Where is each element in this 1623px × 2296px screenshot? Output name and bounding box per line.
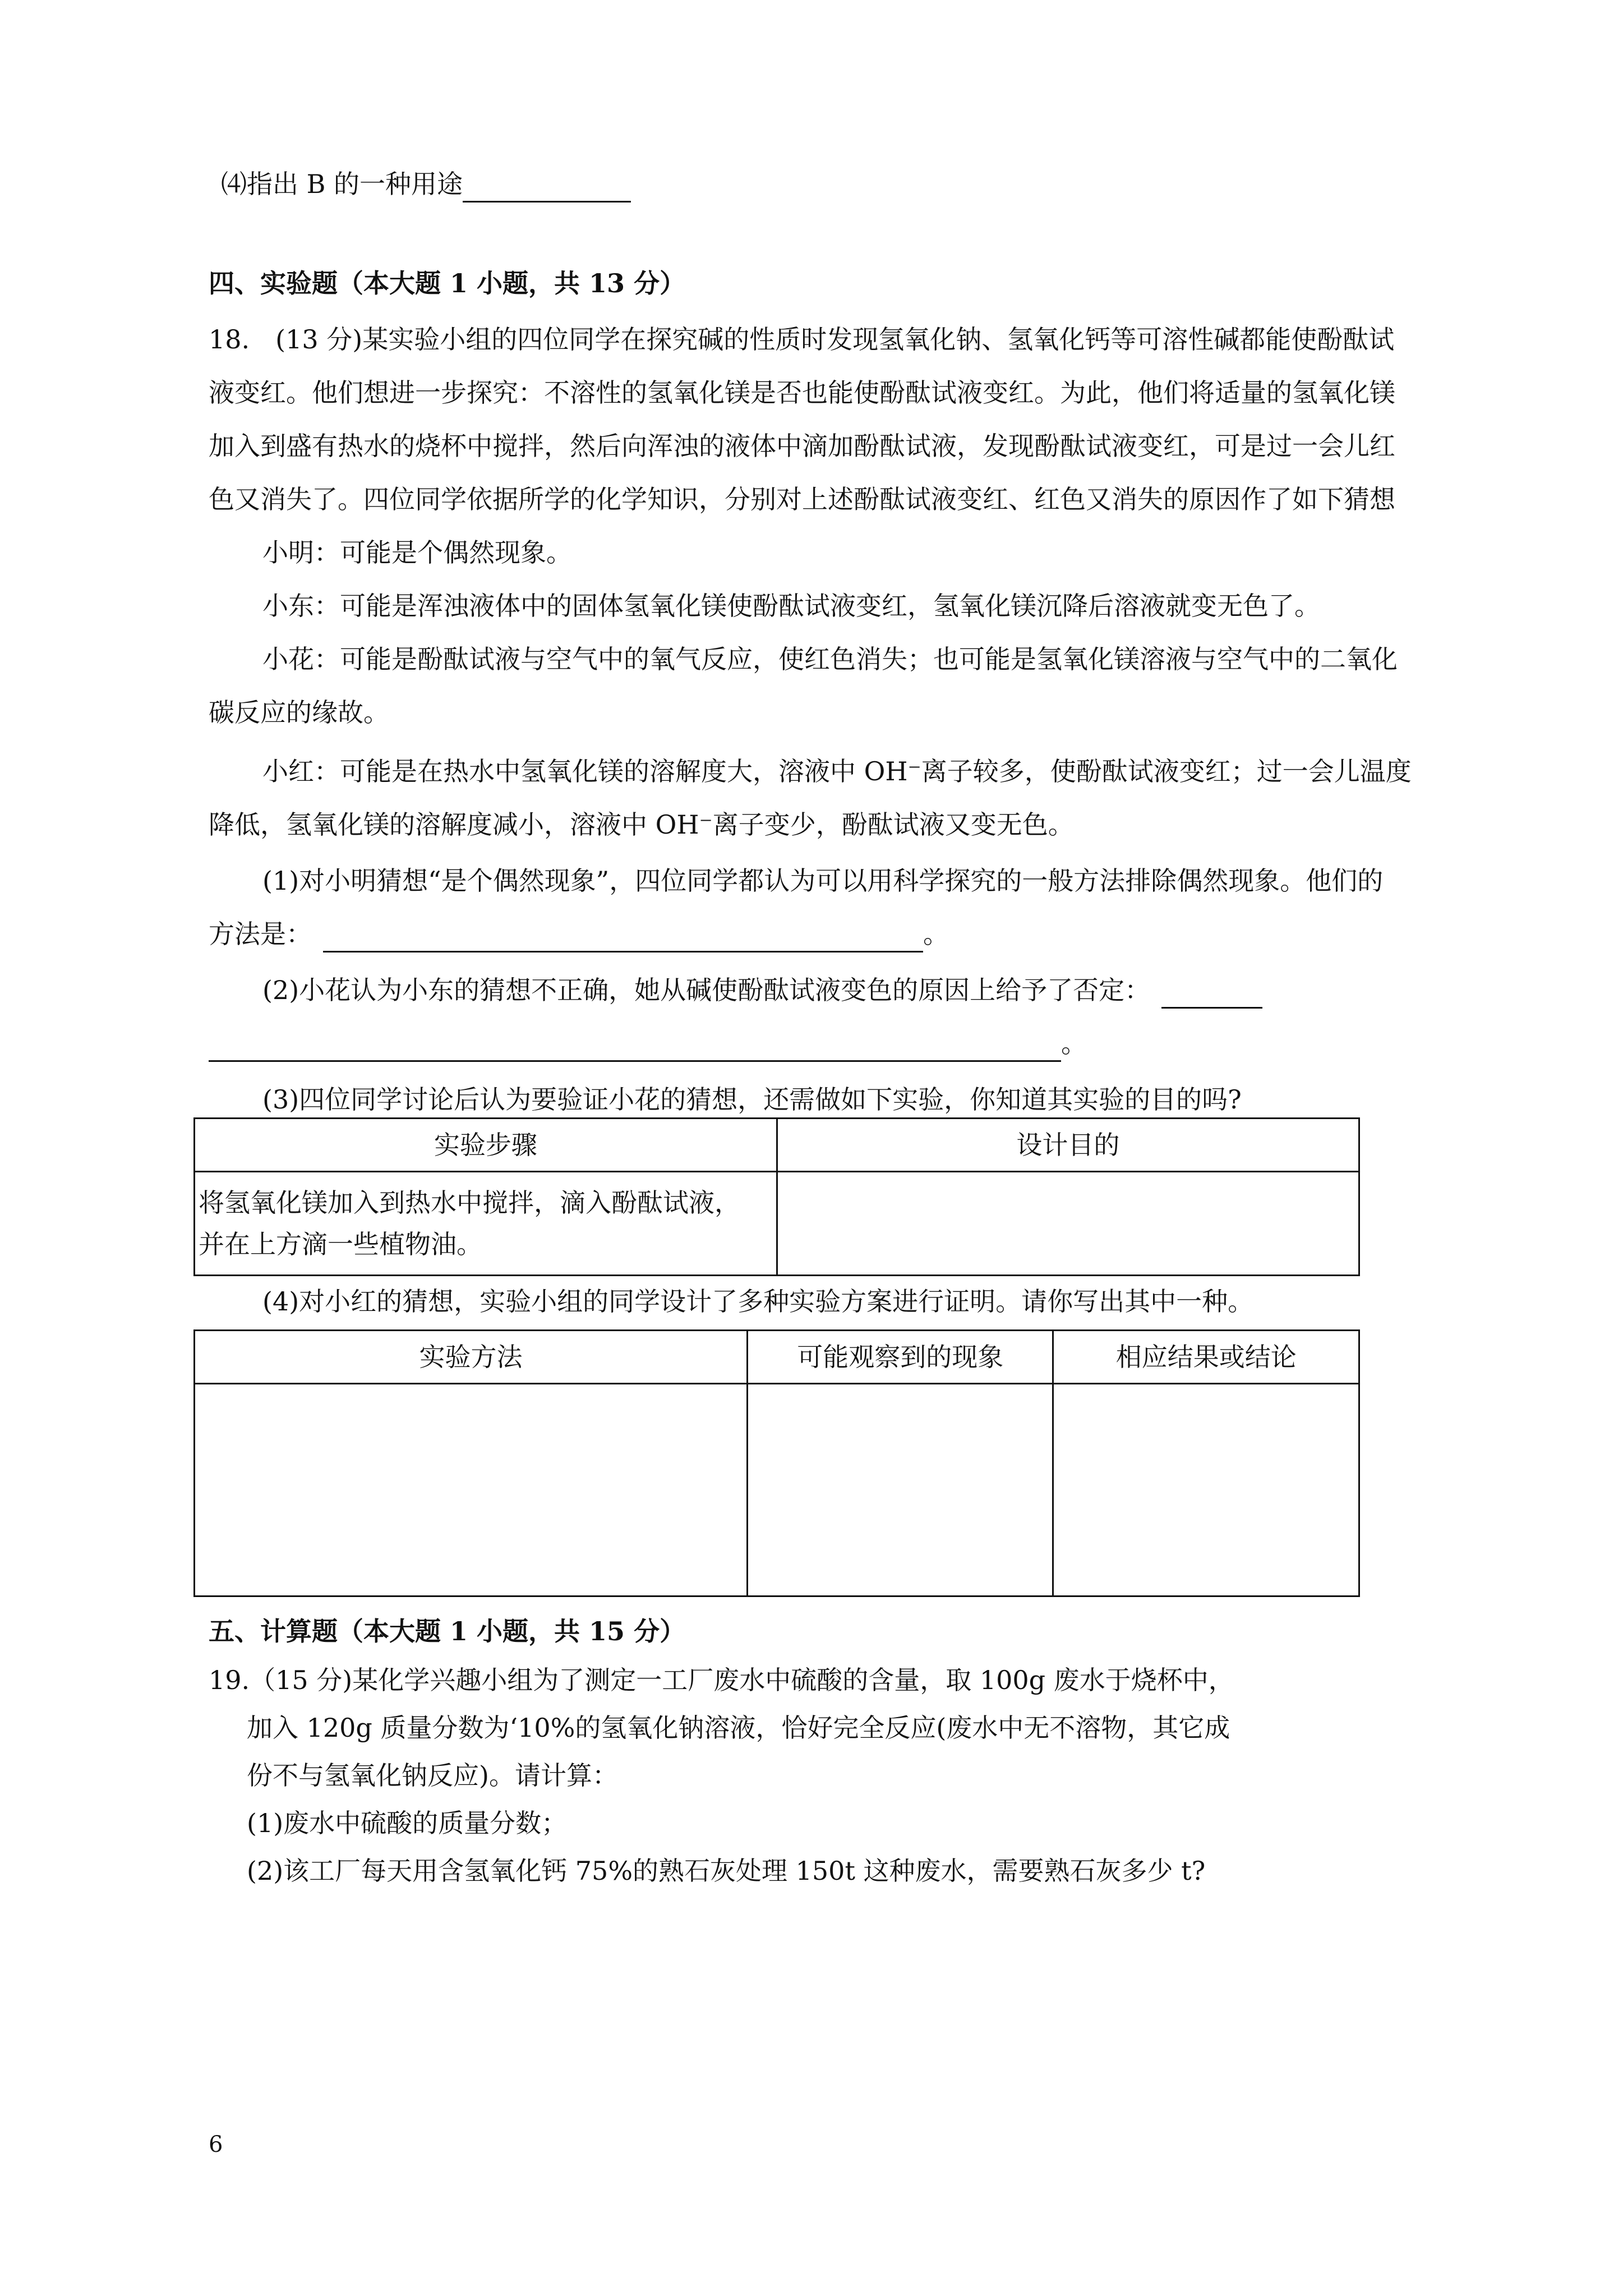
- q17-4-line: [221, 167, 631, 203]
- table2-header-conclusion: 相应结果或结论: [1053, 1331, 1359, 1384]
- q19-line-3: 份不与氢氧化钠反应)。请计算：: [247, 1760, 618, 1791]
- q18-sub2-text: (2)小花认为小东的猜想不正确，她从碱使酚酞试液变色的原因上给予了否定：: [262, 975, 1151, 1005]
- q19-line-2: 加入 120g 质量分数为‘10%的氢氧化钠溶液，恰好完全反应(废水中无不溶物，其它成: [247, 1713, 1230, 1743]
- q18-sub1-answer-blank[interactable]: [323, 917, 923, 953]
- q19-sub1: (1)废水中硫酸的质量分数；: [247, 1808, 568, 1838]
- q18-xiaohua-guess-line-1: 小花：可能是酚酞试液与空气中的氧气反应，使红色消失；也可能是氢氧化镁溶液与空气中的二氧化: [262, 644, 1398, 674]
- table2-method-answer-cell[interactable]: [195, 1384, 748, 1596]
- q18-sub2-line: [262, 973, 1262, 1009]
- q18-sub2-answer-blank-1[interactable]: [1161, 973, 1262, 1009]
- q18-intro-line-1: 18. (13 分)某实验小组的四位同学在探究碱的性质时发现氢氧化钠、氢氧化钙等可溶性碱都能使酚酞试: [209, 324, 1395, 355]
- q17-4-answer-blank[interactable]: [463, 167, 631, 203]
- q18-intro-line-3: 加入到盛有热水的烧杯中搅拌，然后向浑浊的液体中滴加酚酞试液，发现酚酞试液变红，可是过一会儿红: [209, 431, 1395, 461]
- q18-table-1: [193, 1117, 1360, 1276]
- q18-sub1-line-1: (1)对小明猜想“是个偶然现象”，四位同学都认为可以用科学探究的一般方法排除偶然现象。他们的: [262, 866, 1384, 896]
- q18-sub1-period: 。: [923, 919, 949, 949]
- q18-sub2-answer-blank-2[interactable]: [209, 1027, 1061, 1062]
- q19-sub2: (2)该工厂每天用含氢氧化钙 75%的熟石灰处理 150t 这种废水，需要熟石灰多少 t?: [247, 1856, 1206, 1886]
- q18-intro-line-2: 液变红。他们想进一步探究：不溶性的氢氧化镁是否也能使酚酞试液变红。为此，他们将适量的氢氧化镁: [209, 378, 1395, 408]
- section4-title: 四、实验题（本大题 1 小题，共 13 分）: [209, 268, 686, 298]
- table2-header-phenomenon: 可能观察到的现象: [747, 1331, 1053, 1384]
- table1-step-cell: [195, 1172, 777, 1276]
- q18-xiaoming-guess: 小明：可能是个偶然现象。: [262, 537, 572, 568]
- q19-line-1: 19.（15 分)某化学兴趣小组为了测定一工厂废水中硫酸的含量，取 100g 废水于烧杯中，: [209, 1665, 1234, 1695]
- q18-xiaohong-guess-line-2: 降低，氢氧化镁的溶解度减小，溶液中 OH⁻离子变少，酚酞试液又变无色。: [209, 809, 1074, 840]
- q18-table-2: [193, 1329, 1360, 1597]
- page-number: 6: [209, 2132, 223, 2157]
- q18-sub1-line-2: [209, 917, 949, 953]
- table1-step-line-2: 并在上方滴一些植物油。: [199, 1229, 482, 1259]
- table1-header-purpose: 设计目的: [777, 1119, 1359, 1172]
- table2-phenomenon-answer-cell[interactable]: [747, 1384, 1053, 1596]
- q18-sub2-line-2: [209, 1027, 1087, 1062]
- table1-header-step: 实验步骤: [195, 1119, 777, 1172]
- q18-xiaohong-guess-line-1: 小红：可能是在热水中氢氧化镁的溶解度大，溶液中 OH⁻离子较多，使酚酞试液变红；过一会儿温度: [262, 756, 1412, 786]
- section5-title: 五、计算题（本大题 1 小题，共 15 分）: [209, 1616, 686, 1646]
- q18-xiaodong-guess: 小东：可能是浑浊液体中的固体氢氧化镁使酚酞试液变红，氢氧化镁沉降后溶液就变无色了。: [262, 591, 1320, 621]
- table2-header-method: 实验方法: [195, 1331, 748, 1384]
- q18-sub2-period: 。: [1061, 1028, 1087, 1059]
- q17-4-text: ⑷指出 B 的一种用途: [221, 169, 463, 199]
- q18-xiaohua-guess-line-2: 碳反应的缘故。: [209, 697, 389, 728]
- table2-conclusion-answer-cell[interactable]: [1053, 1384, 1359, 1596]
- table1-purpose-answer-cell[interactable]: [777, 1172, 1359, 1276]
- table1-step-line-1: 将氢氧化镁加入到热水中搅拌，滴入酚酞试液，: [199, 1188, 740, 1218]
- q18-sub4-text: (4)对小红的猜想，实验小组的同学设计了多种实验方案进行证明。请你写出其中一种。: [262, 1286, 1254, 1317]
- q18-sub1-label: 方法是：: [209, 919, 312, 949]
- q18-sub3-text: (3)四位同学讨论后认为要验证小花的猜想，还需做如下实验，你知道其实验的目的吗?: [262, 1084, 1242, 1115]
- q18-intro-line-4: 色又消失了。四位同学依据所学的化学知识，分别对上述酚酞试液变红、红色又消失的原因作了如下猜想: [209, 484, 1395, 514]
